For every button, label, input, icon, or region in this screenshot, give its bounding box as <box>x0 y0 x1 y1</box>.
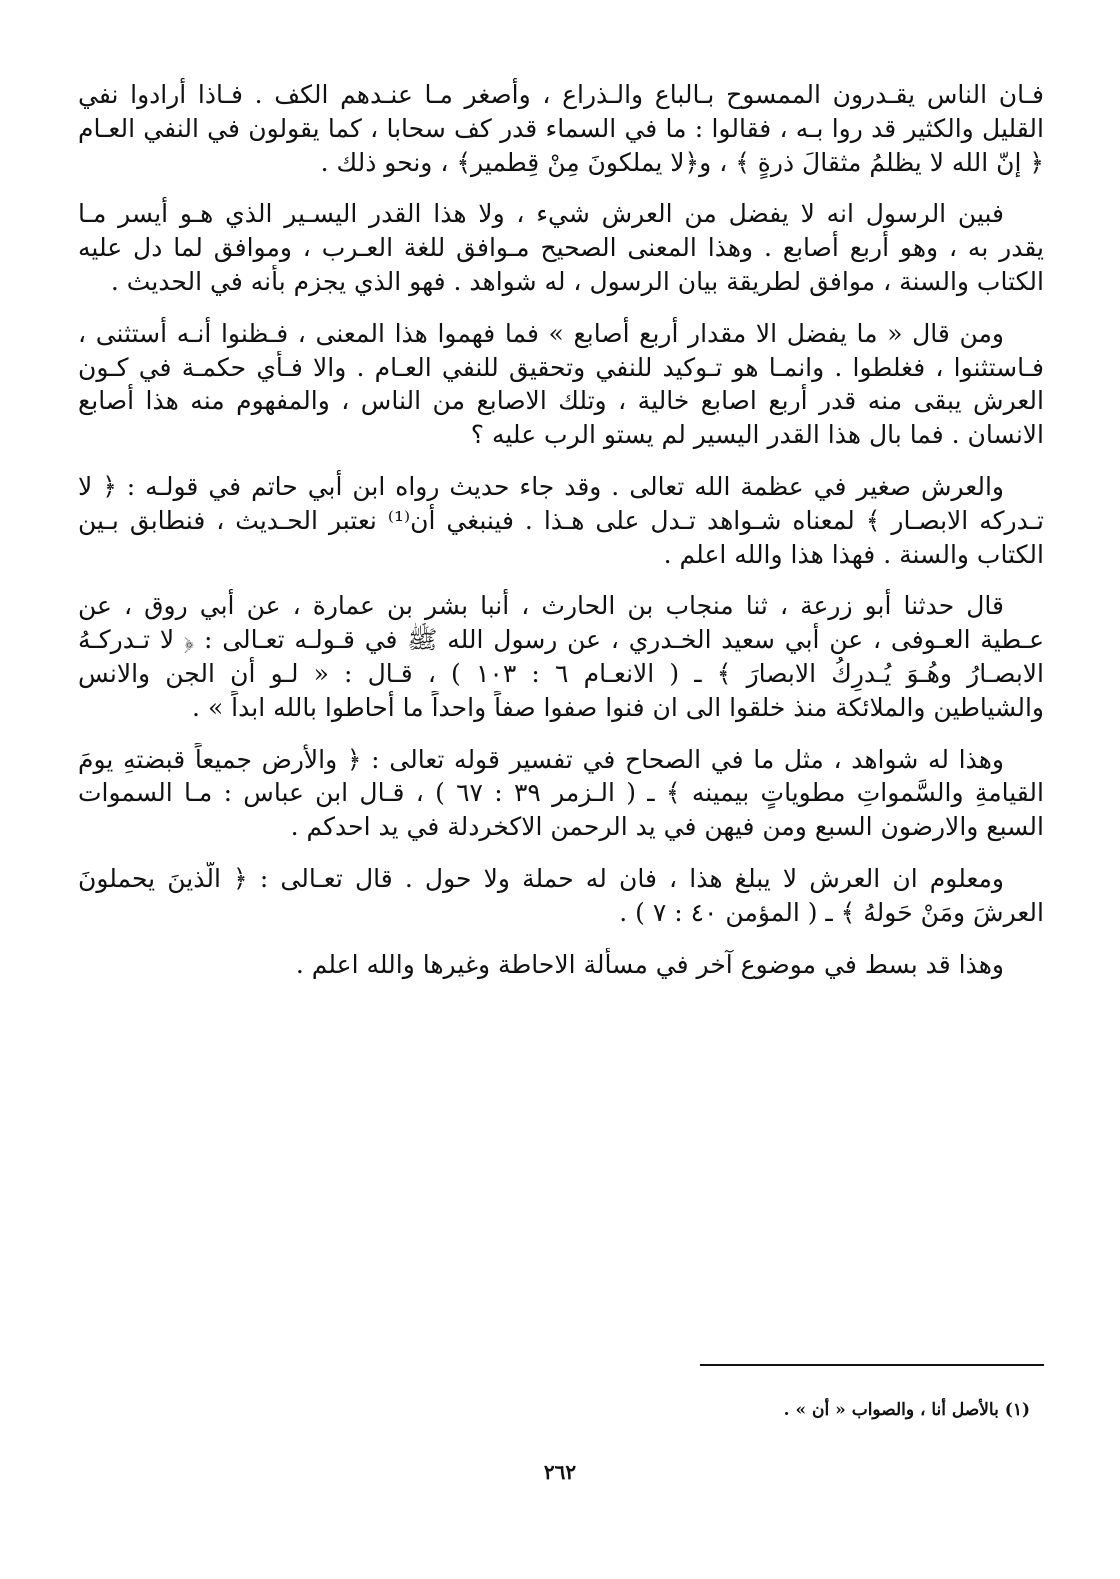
paragraph <box>78 862 1044 930</box>
text-line: ومن قال « ما يفضل الا مقدار أربع أصابع » فما فهموا هذا المعنى ، فـظنوا أنـه أستثنى ، <box>78 318 1004 348</box>
text-line: ﴿ إنّ الله لا يظلمُ مثقالَ ذرةٍ ﴾ ، و﴿لا يملكونَ مِنْ قِطمير﴾ ، ونحو ذلك . <box>320 147 1044 177</box>
text-line: السبع والارضون السبع ومن فيهن في يد الرحمن الاكخردلة في يد احدكم . <box>290 812 1044 842</box>
text-line: فـاستثنوا ، فغلطوا . وانمـا هو تـوكيد للنفي وتحقيق للنفي العـام . والا فـأي حكمـة في كـون <box>78 352 1044 382</box>
text-line: فبين الرسول انه لا يفضل من العرش شيء ، ولا هذا القدر اليسـير الذي هـو أيسر مـا <box>78 199 1004 229</box>
text-line: وهذا قد بسط في موضوع آخر في مسألة الاحاطة وغيرها والله اعلم . <box>295 949 1004 979</box>
text-line: العرش يبقى منه قدر أربع اصابع خالية ، وتلك الاصابع من الناس ، والمفهوم منه هذا أصابع <box>78 386 1044 416</box>
paragraph <box>78 948 1044 982</box>
text-line: والشياطين والملائكة منذ خلقوا الى ان فنوا صفوا صفاً واحداً ما أحاطوا بالله ابداً » . <box>192 692 1044 722</box>
text-line: فـان الناس يقـدرون الممسوح بـالباع والـذراع ، وأصغر مـا عنـدهم الكف . فـاذا أرادوا نفي <box>78 80 1044 109</box>
text-line: الكتاب والسنة ، موافق لطريقة بيان الرسول ، له شواهد . فهو الذي يجزم بأنه في الحديث . <box>110 266 1044 296</box>
paragraph <box>78 78 1044 179</box>
text-line: القيامةِ والسَّمواتِ مطوياتٍ بيمينه ﴾ ـ ( الـزمر ٣٩ : ٦٧ ) ، قـال ابن عباس : مـا السموات <box>78 778 1044 808</box>
text-line: يقدر به ، وهو أربع أصابع . وهذا المعنى الصحيح مـوافق للغة العـرب ، وموافق لما دل عليه <box>78 233 1044 263</box>
text-line: تـدركه الابصـار ﴾ لمعناه شـواهد تـدل على هـذا . فينبغي أن⁽¹⁾ نعتبر الحـديث ، فنطابق بـين <box>78 505 1044 535</box>
paragraph <box>78 197 1044 298</box>
paragraph <box>78 743 1044 844</box>
text-line: القليل والكثير قد روا بـه ، فقالوا : ما في السماء قدر كف سحابا ، كما يقولون في النفي العـام <box>78 113 1044 143</box>
text-line: ومعلوم ان العرش لا يبلغ هذا ، فان له حملة ولا حول . قال تعـالى : ﴿ الَّذينَ يحملونَ <box>78 863 1004 893</box>
text-line: قال حدثنا أبو زرعة ، ثنا منجاب بن الحارث ، أنبا بشر بن عمارة ، عن أبي روق ، عن <box>78 591 1004 621</box>
paragraph <box>78 589 1044 724</box>
text-line: عـطية العـوفى ، عن أبي سعيد الخـدري ، عن رسول الله ﷺ في قـولـه تعـالى : ﴿ لا تـدركـهُ <box>78 625 1044 655</box>
text-line: الانسان . فما بال هذا القدر اليسير لم يستو الرب عليه ؟ <box>470 420 1044 450</box>
text-line: الكتاب والسنة . فهذا هذا والله اعلم . <box>663 539 1044 569</box>
text-line: الابصـارُ وهُـوَ يُـدرِكُ الابصارَ ﴾ ـ ( الانعـام ٦ : ١٠٣ ) ، قـال : « لـو أن الجن والانس <box>78 658 1044 688</box>
paragraph <box>78 317 1044 452</box>
footnote: (١) بالأصل أنا ، والصواب « أن » . <box>783 1400 1030 1420</box>
footnote-divider <box>700 1364 1044 1366</box>
page-body <box>78 78 1044 1508</box>
text-line: العرشَ ومَنْ حَولهُ ﴾ ـ ( المؤمن ٤٠ : ٧ ) . <box>619 897 1044 927</box>
text-line: وهذا له شواهد ، مثل ما في الصحاح في تفسير قوله تعالى : ﴿ والأرض جميعاً قبضتهِ يومَ <box>78 744 1004 774</box>
page-number: ٢٦٢ <box>543 1460 577 1484</box>
paragraph <box>78 470 1044 571</box>
text-line: والعرش صغير في عظمة الله تعالى . وقد جاء حديث رواه ابن أبي حاتم في قولـه : ﴿ لا <box>78 471 1004 501</box>
